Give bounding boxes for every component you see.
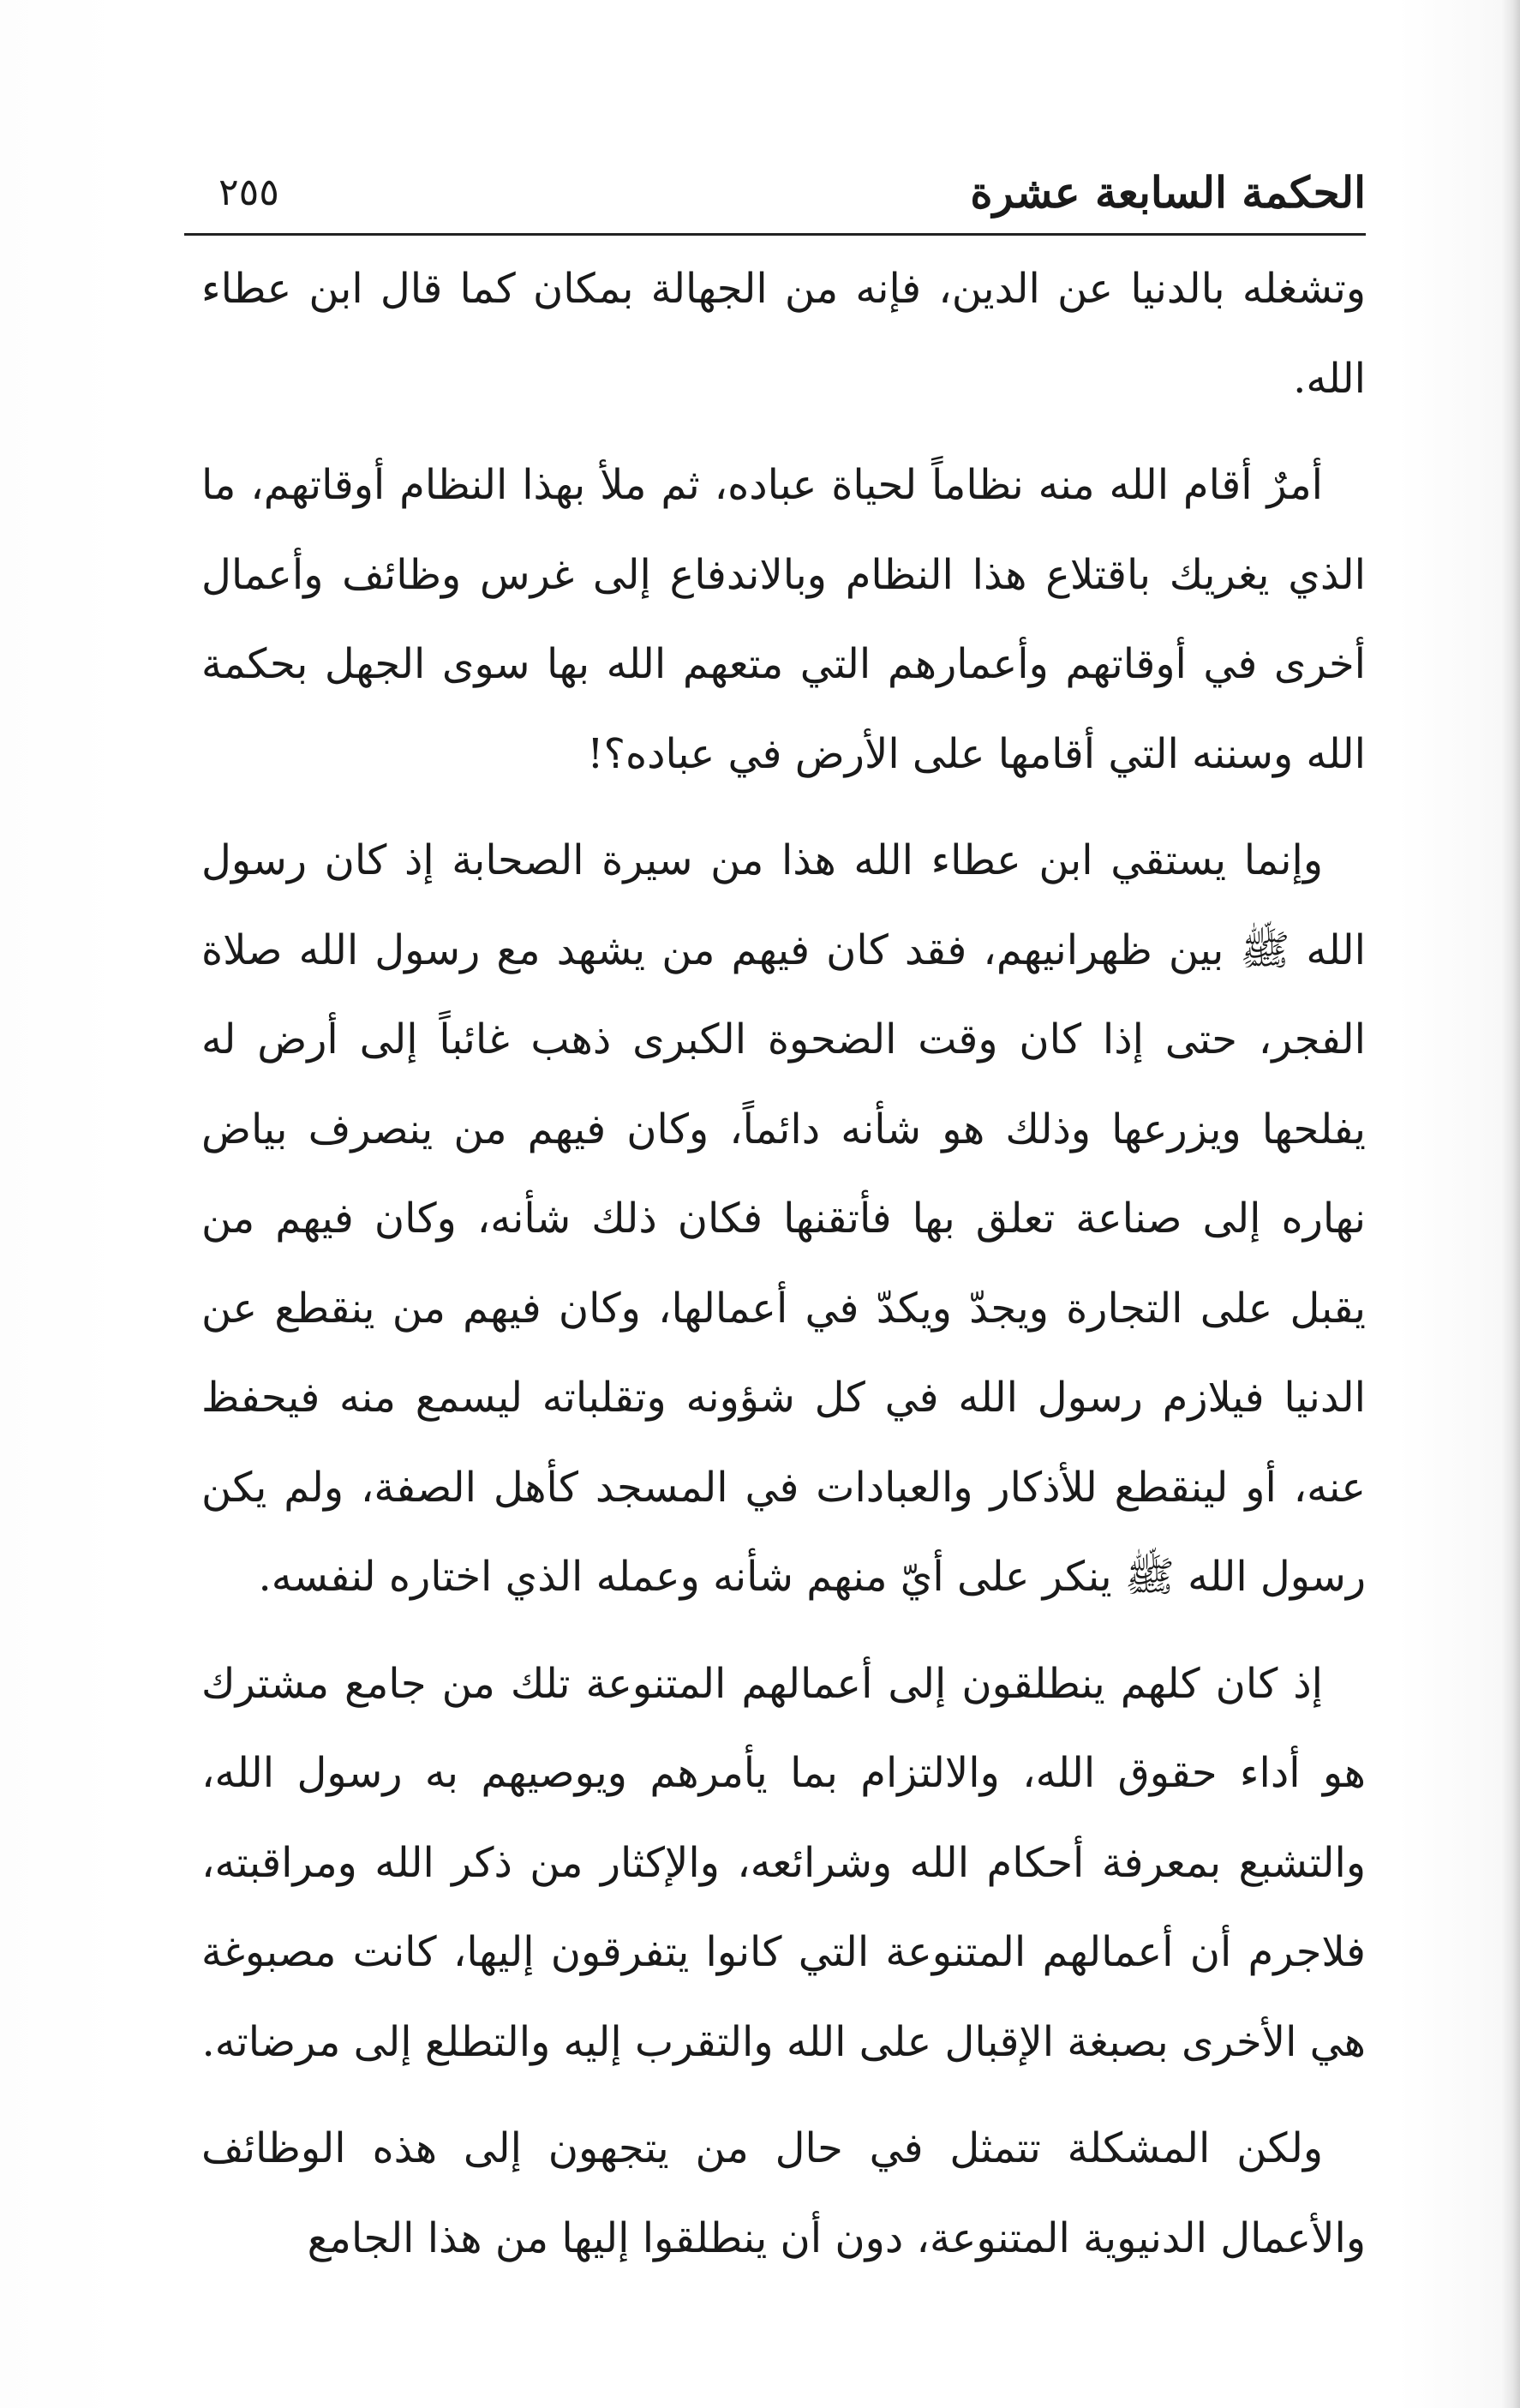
- paragraph-5: ولكن المشكلة تتمثل في حال من يتجهون إلى هذه الوظائف والأعمال الدنيوية المتنوعة، دون أن ينطلقوا إليها من هذا الجامع: [201, 2124, 1366, 2262]
- paragraph-4: إذ كان كلهم ينطلقون إلى أعمالهم المتنوعة تلك من جامع مشترك هو أداء حقوق الله، والالتزام بما يأمرهم ويوصيهم به رسول الله، والتشبع بمعرفة أحكام الله وشرائعه، والإكثار من ذكر الله ومراقبته، فلاجرم أن أعمالهم المتنوعة التي كانوا يتفرقون إليها، كانت مصبوغة هي الأخرى بصبغة الإقبال على الله والتقرب إليه والتطلع إلى مرضاته.: [201, 1659, 1366, 2066]
- page-edge-shadow: [1501, 0, 1520, 2408]
- paragraph-2: أمرٌ أقام الله منه نظاماً لحياة عباده، ثم ملأ بهذا النظام أوقاتهم، ما الذي يغريك باقتلاع هذا النظام وبالاندفاع إلى غرس وظائف وأعمال أخرى في أوقاتهم وأعمارهم التي متعهم الله بها سوى الجهل بحكمة الله وسننه التي أقامها على الأرض في عباده؟!: [201, 461, 1366, 778]
- page-number: ٢٥٥: [218, 171, 279, 214]
- body-text: [201, 244, 1367, 2262]
- page-header: [184, 159, 1366, 227]
- header-rule: [184, 233, 1366, 236]
- paragraph-1: وتشغله بالدنيا عن الدين، فإنه من الجهالة بمكان كما قال ابن عطاء الله.: [201, 265, 1366, 403]
- paragraph-3: وإنما يستقي ابن عطاء الله هذا من سيرة الصحابة إذ كان رسول الله ﷺ بين ظهرانيهم، فقد كان فيهم من يشهد مع رسول الله صلاة الفجر، حتى إذا كان وقت الضحوة الكبرى ذهب غائباً إلى أرض له يفلحها ويزرعها وذلك هو شأنه دائماً، وكان فيهم من ينصرف بياض نهاره إلى صناعة تعلق بها فأتقنها فكان ذلك شأنه، وكان فيهم من يقبل على التجارة ويجدّ ويكدّ في أعمالها، وكان فيهم من ينقطع عن الدنيا فيلازم رسول الله في كل شؤونه وتقلباته ليسمع منه فيحفظ عنه، أو لينقطع للأذكار والعبادات في المسجد كأهل الصفة، ولم يكن رسول الله ﷺ ينكر على أيّ منهم شأنه وعمله الذي اختاره لنفسه.: [201, 836, 1367, 1601]
- running-title: الحكمة السابعة عشرة: [970, 167, 1366, 218]
